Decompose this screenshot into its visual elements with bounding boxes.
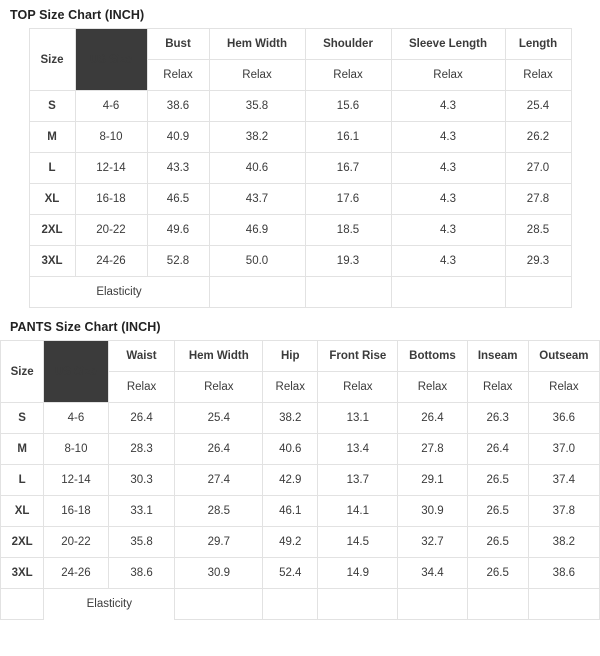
row-bust: 38.6 [147,91,209,122]
row-front-rise: 14.9 [318,558,398,589]
row-outseam: 37.8 [528,496,599,527]
row-shoulder: 16.7 [305,153,391,184]
table-row [29,122,571,153]
row-bust: 49.6 [147,215,209,246]
header-shoulder: Shoulder [305,29,391,60]
pants-chart-title: PANTS Size Chart (INCH) [10,320,161,334]
table-row [29,184,571,215]
row-hem-width: 26.4 [175,434,263,465]
row-hip: 40.6 [263,434,318,465]
table-row [1,527,600,558]
row-us-size: 8-10 [44,434,108,465]
row-size: 2XL [1,527,44,558]
row-hem-width: 27.4 [175,465,263,496]
elasticity-blank [398,589,467,620]
row-waist: 30.3 [108,465,175,496]
table-header-row [1,341,600,372]
elasticity-blank [505,277,571,308]
row-outseam: 38.6 [528,558,599,589]
table-row [1,434,600,465]
header-length: Length [505,29,571,60]
row-length: 27.8 [505,184,571,215]
row-bottoms: 32.7 [398,527,467,558]
elasticity-blank [1,589,44,620]
row-size: S [29,91,75,122]
row-bottoms: 34.4 [398,558,467,589]
row-inseam: 26.3 [467,403,528,434]
row-inseam: 26.5 [467,527,528,558]
elasticity-blank [263,589,318,620]
elasticity-blank [318,589,398,620]
top-chart-title: TOP Size Chart (INCH) [10,8,145,22]
row-outseam: 36.6 [528,403,599,434]
row-front-rise: 14.5 [318,527,398,558]
table-row [29,153,571,184]
table-footer-row [29,277,571,308]
row-us-size: 16-18 [44,496,108,527]
row-front-rise: 13.7 [318,465,398,496]
subheader-shoulder-relax: Relax [305,60,391,91]
subheader-waist-relax: Relax [108,372,175,403]
row-sleeve-length: 4.3 [391,246,505,277]
row-us-size: 24-26 [44,558,108,589]
row-hem-width: 38.2 [209,122,305,153]
elasticity-blank [467,589,528,620]
row-inseam: 26.5 [467,496,528,527]
row-bust: 46.5 [147,184,209,215]
header-size: Size [29,29,75,91]
row-shoulder: 18.5 [305,215,391,246]
row-us-size: 4-6 [75,91,147,122]
row-shoulder: 19.3 [305,246,391,277]
row-length: 25.4 [505,91,571,122]
row-hem-width: 43.7 [209,184,305,215]
row-hip: 52.4 [263,558,318,589]
table-row [29,91,571,122]
row-hem-width: 29.7 [175,527,263,558]
header-front-rise: Front Rise [318,341,398,372]
pants-size-table [0,340,600,620]
elasticity-blank [528,589,599,620]
row-waist: 38.6 [108,558,175,589]
row-outseam: 37.0 [528,434,599,465]
header-inseam: Inseam [467,341,528,372]
row-hem-width: 40.6 [209,153,305,184]
table-row [29,246,571,277]
row-size: S [1,403,44,434]
header-sleeve-length: Sleeve Length [391,29,505,60]
subheader-front-rise-relax: Relax [318,372,398,403]
header-size: Size [1,341,44,403]
row-shoulder: 17.6 [305,184,391,215]
row-length: 26.2 [505,122,571,153]
header-waist: Waist [108,341,175,372]
subheader-bottoms-relax: Relax [398,372,467,403]
subheader-outseam-relax: Relax [528,372,599,403]
row-length: 28.5 [505,215,571,246]
row-size: 3XL [1,558,44,589]
subheader-length-relax: Relax [505,60,571,91]
row-size: 3XL [29,246,75,277]
table-header-row [29,29,571,60]
table-row [1,558,600,589]
row-sleeve-length: 4.3 [391,153,505,184]
elasticity-blank [305,277,391,308]
row-us-size: 8-10 [75,122,147,153]
subheader-hem-width-relax: Relax [175,372,263,403]
row-length: 29.3 [505,246,571,277]
row-waist: 35.8 [108,527,175,558]
elasticity-blank [209,277,305,308]
row-outseam: 38.2 [528,527,599,558]
row-size: XL [1,496,44,527]
row-sleeve-length: 4.3 [391,215,505,246]
header-outseam: Outseam [528,341,599,372]
row-waist: 28.3 [108,434,175,465]
row-inseam: 26.4 [467,434,528,465]
header-hip: Hip [263,341,318,372]
subheader-hem-width-relax: Relax [209,60,305,91]
elasticity-blank [391,277,505,308]
subheader-bust-relax: Relax [147,60,209,91]
row-us-size: 12-14 [44,465,108,496]
row-bottoms: 29.1 [398,465,467,496]
row-waist: 26.4 [108,403,175,434]
header-bust: Bust [147,29,209,60]
top-size-table [29,28,572,308]
row-waist: 33.1 [108,496,175,527]
row-sleeve-length: 4.3 [391,91,505,122]
header-us-size: US Size [44,341,108,403]
subheader-sleeve-length-relax: Relax [391,60,505,91]
subheader-hip-relax: Relax [263,372,318,403]
row-size: XL [29,184,75,215]
row-us-size: 24-26 [75,246,147,277]
row-outseam: 37.4 [528,465,599,496]
row-size: L [29,153,75,184]
row-hem-width: 30.9 [175,558,263,589]
row-us-size: 20-22 [75,215,147,246]
row-sleeve-length: 4.3 [391,184,505,215]
subheader-inseam-relax: Relax [467,372,528,403]
row-hip: 38.2 [263,403,318,434]
row-bust: 43.3 [147,153,209,184]
chart-spacer [0,308,600,316]
row-hip: 46.1 [263,496,318,527]
row-shoulder: 15.6 [305,91,391,122]
row-inseam: 26.5 [467,558,528,589]
row-hem-width: 46.9 [209,215,305,246]
row-bottoms: 27.8 [398,434,467,465]
table-row [1,496,600,527]
row-front-rise: 13.4 [318,434,398,465]
row-size: M [29,122,75,153]
row-inseam: 26.5 [467,465,528,496]
row-hem-width: 28.5 [175,496,263,527]
row-hip: 42.9 [263,465,318,496]
row-bust: 40.9 [147,122,209,153]
row-size: M [1,434,44,465]
row-hem-width: 50.0 [209,246,305,277]
elasticity-label: Elasticity [29,277,209,308]
row-size: 2XL [29,215,75,246]
header-us-size: US Size [75,29,147,91]
row-shoulder: 16.1 [305,122,391,153]
header-hem-width: Hem Width [175,341,263,372]
header-bottoms: Bottoms [398,341,467,372]
row-front-rise: 13.1 [318,403,398,434]
elasticity-label: Elasticity [86,598,132,611]
row-bottoms: 26.4 [398,403,467,434]
elasticity-blank [175,589,263,620]
header-hem-width: Hem Width [209,29,305,60]
row-us-size: 16-18 [75,184,147,215]
row-hem-width: 35.8 [209,91,305,122]
row-us-size: 20-22 [44,527,108,558]
table-row [1,465,600,496]
row-front-rise: 14.1 [318,496,398,527]
row-size: L [1,465,44,496]
row-us-size: 4-6 [44,403,108,434]
table-row [29,215,571,246]
row-bust: 52.8 [147,246,209,277]
row-hip: 49.2 [263,527,318,558]
table-footer-row [1,589,600,620]
row-bottoms: 30.9 [398,496,467,527]
row-sleeve-length: 4.3 [391,122,505,153]
row-us-size: 12-14 [75,153,147,184]
row-length: 27.0 [505,153,571,184]
row-hem-width: 25.4 [175,403,263,434]
table-row [1,403,600,434]
